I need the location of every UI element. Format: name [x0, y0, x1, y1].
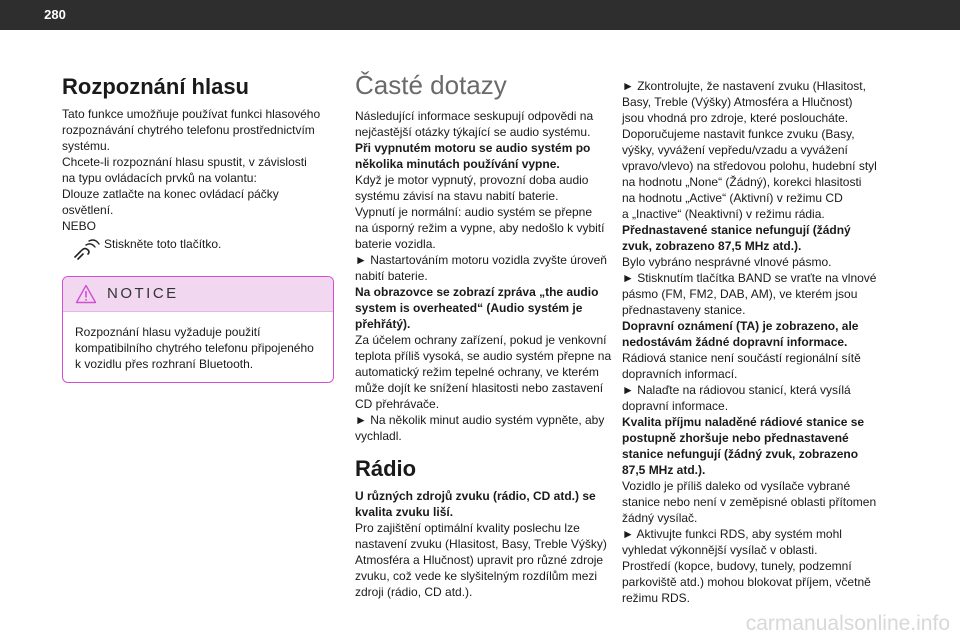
text-line: Chcete-li rozpoznání hlasu spustit, v závislosti	[62, 155, 307, 169]
text-line: automatický režim tepelné ochrany, ve kterém	[355, 365, 599, 379]
text-line: systému závisí na stavu nabití baterie.	[355, 189, 559, 203]
voice-command-icon	[72, 236, 100, 260]
text-line: zdroji (rádio, CD atd.).	[355, 585, 473, 599]
warning-triangle-icon	[75, 284, 97, 304]
text-line: Dlouze zatlačte na konec ovládací páčky	[62, 187, 279, 201]
text-line: nedostávám žádné dopravní informace.	[622, 335, 848, 349]
faq-heading: Časté dotazy	[355, 70, 507, 100]
text-line: rozpoznávání chytrého telefonu prostřednictvím	[62, 123, 315, 137]
radio-heading: Rádio	[355, 456, 417, 481]
text-line: osvětlení.	[62, 203, 114, 217]
notice-text	[63, 312, 333, 382]
text-line: Atmosféra a Hlučnost) upravit pro různé zdroje	[355, 553, 604, 567]
text-line: Doporučujeme nastavit funkce zvuku (Basy,	[622, 127, 855, 141]
text-line: k vozidlu přes rozhraní Bluetooth.	[75, 357, 254, 371]
text-line: žádný vysílač.	[622, 511, 698, 525]
text-line: výšky, vyvážení vepředu/vzadu a vyvážení	[622, 143, 848, 157]
text-line: může dojít ke snížení hlasitosti nebo zastavení	[355, 381, 604, 395]
voice-recognition-heading: Rozpoznání hlasu	[62, 74, 249, 99]
text-line: Přednastavené stanice nefungují (žádný	[622, 223, 851, 237]
text-line: postupně zhoršuje nebo přednastavené	[622, 431, 849, 445]
text-line: Rádiová stanice není součástí regionální sítě	[622, 351, 861, 365]
faq-continued-text	[622, 78, 902, 606]
text-line: Vypnutí je normální: audio systém se přepne	[355, 205, 593, 219]
text-line: a „Inactive“ (Neaktivní) v režimu rádia.	[622, 207, 825, 221]
faq-section	[355, 70, 615, 600]
text-line: jsou vhodná pro zdroje, které posloucháte.	[622, 111, 849, 125]
text-line: ► Na několik minut audio systém vypněte, aby	[355, 413, 605, 427]
faq-text	[355, 108, 615, 444]
text-line: Prostředí (kopce, budovy, tunely, podzemní	[622, 559, 852, 573]
notice-box	[62, 276, 334, 383]
text-line: vpravo/vlevo) na středovou polohu, hudební styl	[622, 159, 877, 173]
notice-header	[63, 277, 333, 312]
text-line: vychladl.	[355, 429, 402, 443]
text-line: ► Stisknutím tlačítka BAND se vraťte na vlnové	[622, 271, 877, 285]
text-line: na hodnotu „None“ (Žádný), korekci hlasitosti	[622, 175, 862, 189]
text-line: Vozidlo je příliš daleko od vysílače vybrané	[622, 479, 851, 493]
text-line: nabití baterie.	[355, 269, 428, 283]
text-line: ► Aktivujte funkci RDS, aby systém mohl	[622, 527, 842, 541]
text-line: stanice nefungují (žádný zvuk, zobrazeno	[622, 447, 859, 461]
text-line: Následující informace seskupují odpovědi na	[355, 109, 594, 123]
text-line: zvuku, což vede ke slyšitelným rozdílům mezi	[355, 569, 598, 583]
text-line: ► Zkontrolujte, že nastavení zvuku (Hlasitost,	[622, 79, 866, 93]
text-line: parkoviště atd.) mohou blokovat příjem, včetně	[622, 575, 871, 589]
notice-title: NOTICE	[107, 285, 179, 302]
text-line: ► Nalaďte na rádiovou stanicí, která vysílá	[622, 383, 851, 397]
text-line: baterie vozidla.	[355, 237, 436, 251]
press-button-text: Stiskněte toto tlačítko.	[104, 237, 222, 251]
text-line: pásmo (FM, FM2, DAB, AM), ve kterém jsou	[622, 287, 858, 301]
text-line: systému.	[62, 139, 111, 153]
text-line: na úsporný režim a vypne, aby nedošlo k vybití	[355, 221, 605, 235]
text-line: Na obrazovce se zobrazí zpráva „the audio	[355, 285, 599, 299]
text-line: nastavení zvuku (Hlasitost, Basy, Treble Výšky)	[355, 537, 607, 551]
text-line: dopravních informací.	[622, 367, 738, 381]
text-line: NEBO	[62, 219, 97, 233]
text-line: na hodnotu „Active“ (Aktivní) v režimu CD	[622, 191, 843, 205]
radio-text	[355, 488, 615, 600]
text-line: Za účelem ochrany zařízení, pokud je venkovní	[355, 333, 607, 347]
text-line: přednastaveny stanice.	[622, 303, 746, 317]
text-line: ► Nastartováním motoru vozidla zvyšte úroveň	[355, 253, 607, 267]
text-line: Rozpoznání hlasu vyžaduje použití	[75, 325, 261, 339]
voice-button-row	[62, 236, 334, 260]
text-line: zvuk, zobrazeno 87,5 MHz atd.).	[622, 239, 802, 253]
text-line: kompatibilního chytrého telefonu připojeného	[75, 341, 314, 355]
voice-recognition-text	[62, 106, 334, 234]
text-line: Kvalita příjmu naladěné rádiové stanice se	[622, 415, 865, 429]
text-line: teplota příliš vysoká, se audio systém přepne na	[355, 349, 612, 363]
text-line: Když je motor vypnutý, provozní doba audio	[355, 173, 589, 187]
text-line: Dopravní oznámení (TA) je zobrazeno, ale	[622, 319, 859, 333]
faq-continued-section	[622, 78, 902, 606]
text-line: U různých zdrojů zvuku (rádio, CD atd.) se	[355, 489, 596, 503]
text-line: Pro zajištění optimální kvality poslechu lze	[355, 521, 580, 535]
text-line: stanice nebo není v zeměpisné oblasti přítomen	[622, 495, 877, 509]
text-line: Při vypnutém motoru se audio systém po	[355, 141, 591, 155]
voice-recognition-section	[62, 74, 334, 383]
text-line: přehřátý).	[355, 317, 411, 331]
text-line: 87,5 MHz atd.).	[622, 463, 706, 477]
text-line: CD přehrávače.	[355, 397, 440, 411]
text-line: režimu RDS.	[622, 591, 691, 605]
text-line: dopravní informace.	[622, 399, 729, 413]
text-line: na typu ovládacích prvků na volantu:	[62, 171, 257, 185]
text-line: vyhledat výkonnější vysílač v oblasti.	[622, 543, 818, 557]
page-header-bar	[0, 0, 960, 30]
watermark-text: carmanualsonline.info	[745, 612, 950, 635]
text-line: Tato funkce umožňuje používat funkci hlasového	[62, 107, 321, 121]
text-line: system is overheated“ (Audio systém je	[355, 301, 583, 315]
text-line: kvalita zvuku liší.	[355, 505, 454, 519]
text-line: nejčastější otázky týkající se audio systému.	[355, 125, 591, 139]
page-number: 280	[44, 7, 66, 22]
text-line: Bylo vybráno nesprávné vlnové pásmo.	[622, 255, 832, 269]
text-line: několika minutách používání vypne.	[355, 157, 560, 171]
text-line: Basy, Treble (Výšky) Atmosféra a Hlučnost)	[622, 95, 853, 109]
